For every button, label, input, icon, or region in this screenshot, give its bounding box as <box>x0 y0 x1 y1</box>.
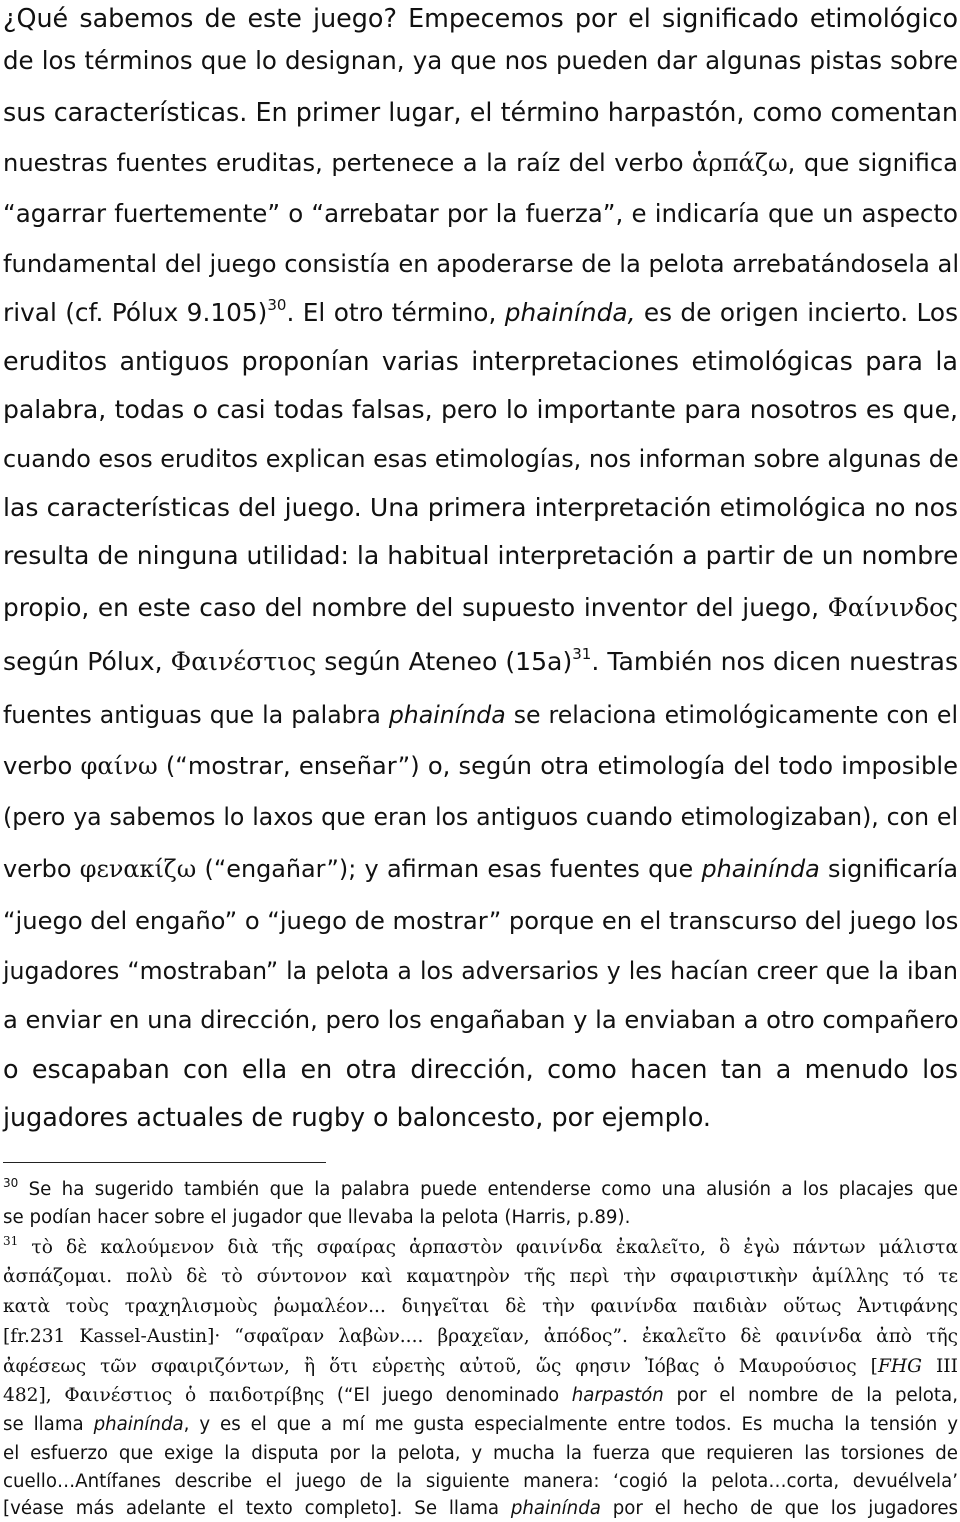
footnote-ref-30[interactable]: 30 <box>267 296 287 314</box>
italic-term: phainínda <box>388 701 506 729</box>
footnote-31: $^{31}$ τὸ δὲ καλούμενον διὰ τῆς σφαίρας ἁρπαστὸν φαινίνδα ἐκαλεῖτο, ὃ ἐγὼ πάντων μάλιστα <box>3 1234 958 1258</box>
text-line: “juego del engaño” o “juego de mostrar” porque en el transcurso del juego los <box>3 907 959 935</box>
text-line: jugadores actuales de rugby o baloncesto, por ejemplo. <box>3 1102 711 1132</box>
text-line: verbo φαίνω (“mostrar, enseñar”) o, según otra etimología del todo imposible <box>3 752 958 780</box>
text-line: o escapaban con ella en otra dirección, como hacen tan a menudo los <box>3 1054 958 1084</box>
italic-term: harpastón <box>571 1385 664 1406</box>
text-line: (pero ya sabemos lo laxos que eran los antiguos cuando etimologizaban), con el <box>3 803 958 831</box>
italic-term: phainínda <box>701 855 820 883</box>
greek-word: φενακίζω <box>79 855 197 883</box>
text-line: a enviar en una dirección, pero los engañaban y la enviaban a otro compañero <box>3 1006 959 1034</box>
text-line: rival (cf. Pólux 9.105)$^{30}$. El otro término, phainínda, es de origen incierto. Los <box>3 296 958 327</box>
footnote-number: 30 <box>3 1176 19 1190</box>
text-line: propio, en este caso del nombre del supuesto inventor del juego, Φαίνινδος <box>3 593 958 622</box>
italic-term: phainínda <box>93 1414 184 1435</box>
footnote-line: el esfuerzo que exige la disputa por la pelota, y mucha la fuerza que requieren las torsiones de <box>3 1443 958 1464</box>
text-line: ¿Qué sabemos de este juego? Empecemos por el significado etimológico <box>3 3 958 33</box>
text-line: “agarrar fuertemente” o “arrebatar por la fuerza”, e indicaría que un aspecto <box>3 199 958 228</box>
footnote-line: [véase más adelante el texto completo]. Se llama phainínda por el hecho de que los jugadores <box>3 1498 958 1519</box>
footnote-line: [fr.231 Kassel-Austin]· “σφαῖραν λαβὼν.... βραχεῖαν, ἀπόδος”. ἐκαλεῖτο δὲ φαινίνδα ἀπὸ τῆς <box>3 1326 958 1347</box>
text-line: de los términos que lo designan, ya que nos pueden dar algunas pistas sobre <box>3 46 958 75</box>
footnote-line: se podían hacer sobre el jugador que llevaba la pelota (Harris, p.89). <box>3 1207 631 1228</box>
footnote-separator <box>3 1162 326 1163</box>
footnote-line: ἀφέσεως τῶν σφαιριζόντων, ἢ ὅτι εὑρετὴς αὐτοῦ, ὥς φησιν Ἰόβας ὁ Μαυρούσιος [FHG III <box>3 1356 958 1377</box>
text-line: fundamental del juego consistía en apoderarse de la pelota arrebatándosela al <box>3 250 960 278</box>
text-line: verbo φενακίζω (“engañar”); y afirman esas fuentes que phainínda significaría <box>3 855 959 883</box>
footnote-number: 31 <box>3 1234 19 1248</box>
greek-word: Φαινέστιος <box>170 647 317 676</box>
footnote-ref-31[interactable]: 31 <box>572 645 592 663</box>
italic-term: FHG <box>877 1356 922 1377</box>
greek-word: φαίνω <box>80 752 158 780</box>
text-line: jugadores “mostraban” la pelota a los adversarios y les hacían creer que la iban <box>3 957 958 985</box>
footnote-line: 482], Φαινέστιος ὁ παιδοτρίβης (“El juego denominado harpastón por el nombre de la pelota, <box>3 1385 958 1406</box>
greek-word: Φαίνινδος <box>827 593 958 622</box>
text-line: las características del juego. Una primera interpretación etimológica no nos <box>3 493 958 522</box>
footnote-30: $^{30}$ Se ha sugerido también que la palabra puede entenderse como una alusión a los placajes que <box>3 1176 958 1200</box>
italic-term: phainínda, <box>504 298 636 327</box>
text-line: sus características. En primer lugar, el término harpastón, como comentan <box>3 97 958 127</box>
text-line: palabra, todas o casi todas falsas, pero lo importante para nosotros es que, <box>3 395 958 424</box>
text-line: según Pólux, Φαινέστιος según Ateneo $(15a)^{31}$. También nos dicen nuestras <box>3 645 959 676</box>
text-line: eruditos antiguos proponían varias interpretaciones etimológicas para la <box>3 346 958 376</box>
italic-term: phainínda <box>510 1498 601 1519</box>
greek-word: ἁρπάζω <box>692 149 788 177</box>
text-line: fuentes antiguas que la palabra phainínda se relaciona etimológicamente con el <box>3 701 958 729</box>
text-line: cuando esos eruditos explican esas etimologías, nos informan sobre algunas de <box>3 445 959 473</box>
text-line: nuestras fuentes eruditas, pertenece a la raíz del verbo ἁρπάζω, que significa <box>3 149 958 177</box>
text-line: resulta de ninguna utilidad: la habitual interpretación a partir de un nombre <box>3 541 959 570</box>
footnote-line: κατὰ τοὺς τραχηλισμοὺς ῥωμαλέον... διηγεῖται δὲ τὴν φαινίνδα παιδιὰν οὕτως Ἀντιφάνης <box>3 1296 958 1317</box>
footnote-line: cuello…Antífanes describe el juego de la siguiente manera: ‘cogió la pelota…corta, devuélvela’ <box>3 1471 958 1492</box>
footnote-line: ἀσπάζομαι. πολὺ δὲ τὸ σύντονον καὶ καματηρὸν τῆς περὶ τὴν σφαιριστικὴν ἁμίλλης τό τε <box>3 1266 958 1287</box>
footnote-line: se llama phainínda, y es el que a mí me gusta especialmente entre todos. Es mucha la tensión y <box>3 1414 958 1435</box>
